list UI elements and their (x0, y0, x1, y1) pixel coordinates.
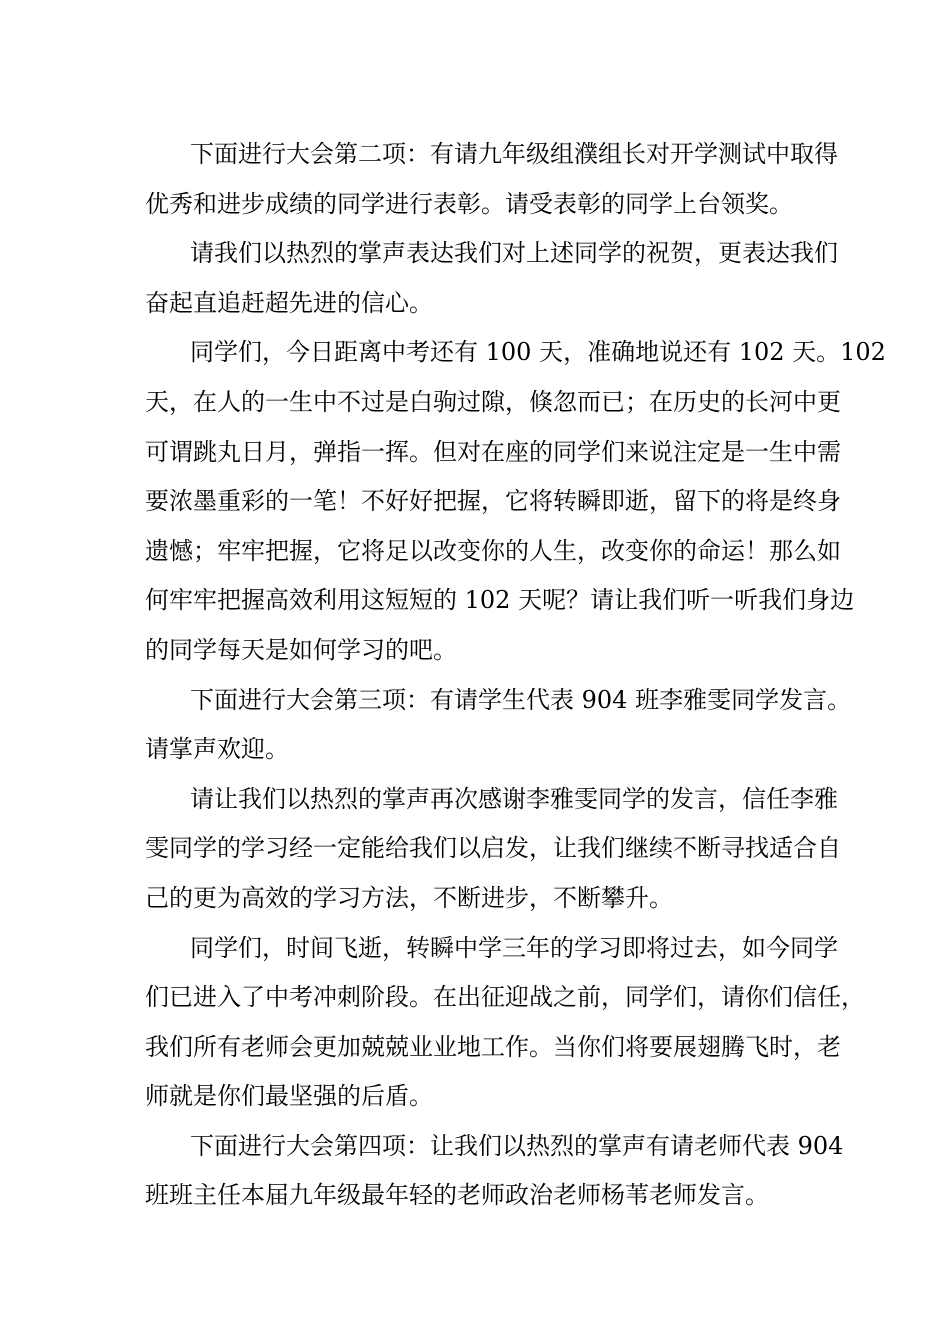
text-line: 下面进行大会第二项：有请九年级组濮组长对开学测试中取得 (190, 140, 838, 168)
text-line: 请我们以热烈的掌声表达我们对上述同学的祝贺，更表达我们 (190, 239, 838, 268)
text-line: 请让我们以热烈的掌声再次感谢李雅雯同学的发言，信任李雅 (190, 784, 838, 813)
paragraph-5 (145, 775, 841, 924)
text-line: 何牢牢把握高效利用这短短的 102 天呢？请让我们听一听我们身边 (145, 586, 855, 615)
text-line: 天，在人的一生中不过是白驹过隙，倏忽而已；在历史的长河中更 (145, 387, 841, 416)
paragraph-1 (145, 130, 838, 229)
text-line: 请掌声欢迎。 (145, 735, 289, 764)
paragraph-2 (145, 229, 838, 328)
text-line: 班班主任本届九年级最年轻的老师政治老师杨苇老师发言。 (145, 1181, 769, 1210)
text-line: 我们所有老师会更加兢兢业业地工作。当你们将要展翅腾飞时，老 (145, 1032, 841, 1061)
paragraph-4 (145, 676, 852, 775)
text-line: 奋起直追赶超先进的信心。 (145, 288, 433, 317)
text-line: 们已进入了中考冲刺阶段。在出征迎战之前，同学们，请你们信任， (145, 983, 865, 1012)
text-line: 优秀和进步成绩的同学进行表彰。请受表彰的同学上台领奖。 (145, 189, 793, 218)
paragraph-7 (145, 1122, 844, 1221)
text-line: 下面进行大会第四项：让我们以热烈的掌声有请老师代表 904 (190, 1131, 844, 1160)
text-line: 雯同学的学习经一定能给我们以启发，让我们继续不断寻找适合自 (145, 834, 841, 863)
document-body (145, 130, 886, 1221)
text-line: 己的更为高效的学习方法，不断进步，不断攀升。 (145, 883, 673, 912)
text-line: 下面进行大会第三项：有请学生代表 904 班李雅雯同学发言。 (190, 685, 852, 714)
paragraph-6 (145, 924, 865, 1122)
text-line: 要浓墨重彩的一笔！不好好把握，它将转瞬即逝，留下的将是终身 (145, 487, 841, 516)
text-line: 师就是你们最坚强的后盾。 (145, 1082, 433, 1111)
text-line: 同学们，今日距离中考还有 100 天，准确地说还有 102 天。102 (190, 338, 886, 367)
text-line: 遗憾；牢牢把握，它将足以改变你的人生，改变你的命运！那么如 (145, 536, 841, 565)
text-line: 同学们，时间飞逝，转瞬中学三年的学习即将过去，如今同学 (190, 933, 838, 962)
text-line: 的同学每天是如何学习的吧。 (145, 635, 457, 664)
paragraph-3 (145, 328, 886, 675)
text-line: 可谓跳丸日月，弹指一挥。但对在座的同学们来说注定是一生中需 (145, 437, 841, 466)
